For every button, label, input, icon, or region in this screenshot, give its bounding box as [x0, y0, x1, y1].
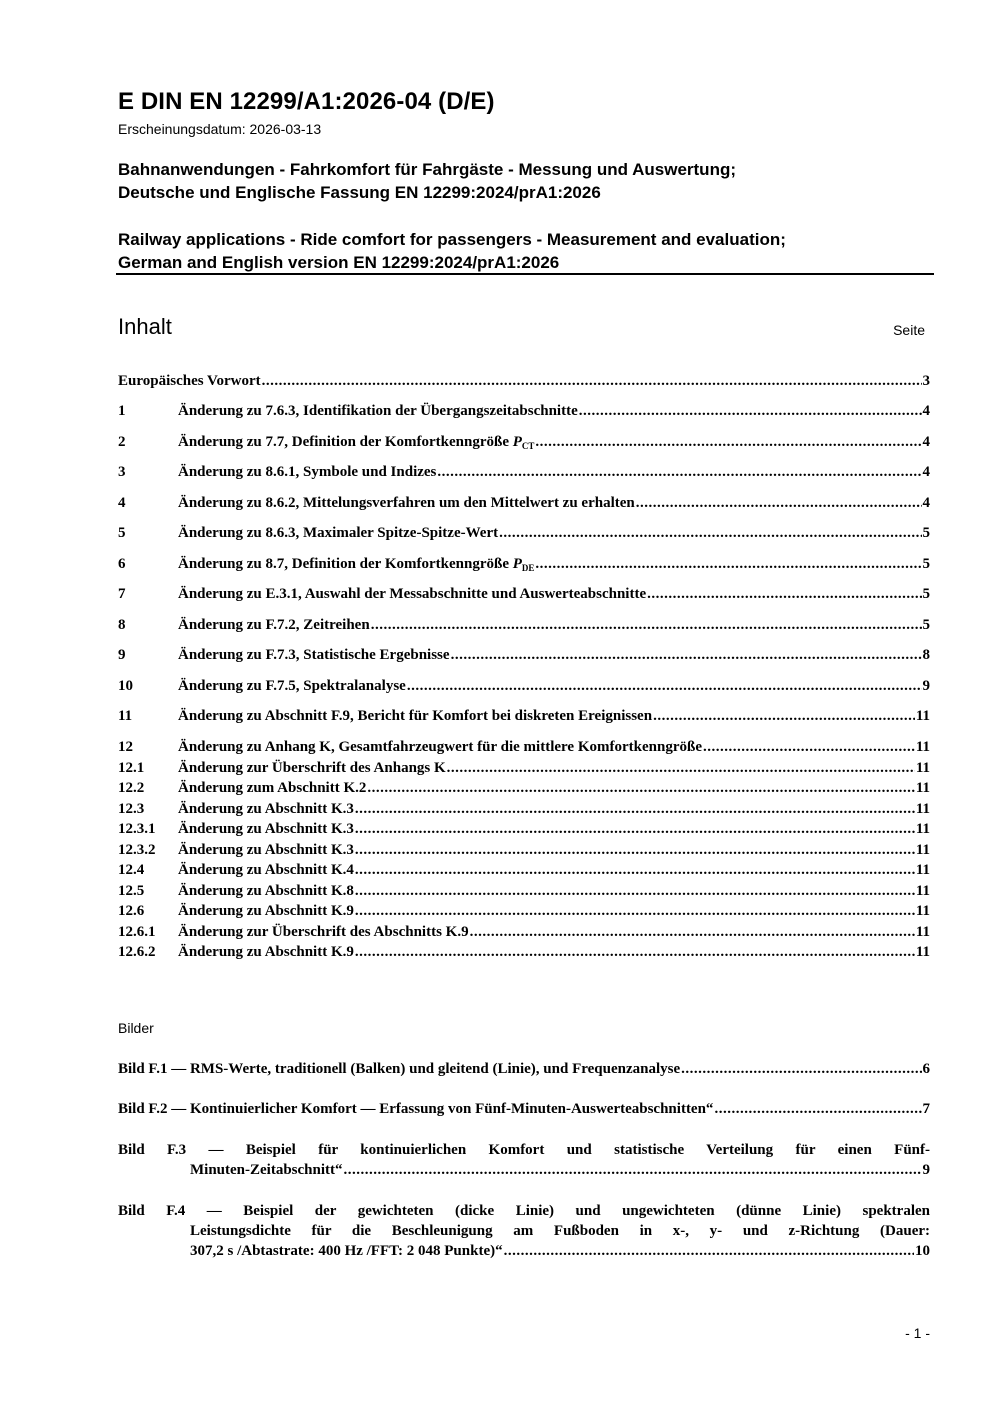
- toc-entry[interactable]: [118, 778, 930, 798]
- toc-entry-title: Änderung zu E.3.1, Auswahl der Messabschnitte und Auswerteabschnitte: [178, 586, 647, 602]
- toc-entry-title: Änderung zu Abschnitt K.8: [178, 883, 354, 899]
- symbol-p: P: [512, 556, 522, 572]
- figure-page: 10: [915, 1243, 930, 1259]
- toc-entry[interactable]: [118, 401, 930, 421]
- title-english-line-1: Railway applications - Ride comfort for passengers - Measurement and evaluation;: [118, 230, 786, 249]
- symbol-p: P: [512, 434, 522, 450]
- toc-entry-title: Änderung zu Abschnitt K.3: [178, 842, 354, 858]
- toc-entry-page: 4: [922, 464, 930, 480]
- toc-entry-page: 8: [922, 647, 930, 663]
- toc-entry-number: 12: [118, 739, 133, 755]
- toc-entry[interactable]: [118, 676, 930, 696]
- toc-leader-dots: [355, 840, 915, 860]
- toc-entry-number: 6: [118, 556, 126, 572]
- toc-entry-page: 4: [922, 403, 930, 419]
- figure-line: Bild F.3 — Beispiel für kontinuierlichen Komfort und statistische Verteilung für einen Fünf-: [118, 1142, 930, 1158]
- symbol-subscript: DE: [521, 563, 535, 573]
- toc-entry-title: Änderung zu 7.6.3, Identifikation der Übergangszeitabschnitte: [178, 403, 578, 419]
- toc-entry-title: Änderung zu F.7.2, Zeitreihen: [178, 617, 370, 633]
- figure-line: [118, 1160, 930, 1180]
- figure-entry-f2[interactable]: [118, 1099, 930, 1119]
- toc-entry-page: 3: [922, 373, 930, 389]
- toc-leader-dots: [681, 1059, 921, 1079]
- toc-entry-page: 11: [915, 924, 930, 940]
- toc-entry-page: 5: [922, 525, 930, 541]
- toc-entry-number: 5: [118, 525, 126, 541]
- toc-entry-title: Änderung zu Anhang K, Gesamtfahrzeugwert für die mittlere Komfortkenngröße: [178, 739, 702, 755]
- toc-entry-page: 11: [915, 780, 930, 796]
- toc-entry-title: Änderung zu 8.6.3, Maximaler Spitze-Spitze-Wert: [178, 525, 499, 541]
- toc-entry-number: 12.5: [118, 883, 145, 899]
- toc-entry-page: 5: [922, 556, 930, 572]
- toc-entry-number: 3: [118, 464, 126, 480]
- toc-leader-dots: [344, 1160, 922, 1180]
- toc-leader-dots: [367, 778, 914, 798]
- toc-entry[interactable]: [118, 922, 930, 942]
- toc-entry-title: Änderung zum Abschnitt K.2: [178, 780, 367, 796]
- toc-entry[interactable]: [118, 584, 930, 604]
- toc-entry-title-text: Änderung zu 7.7, Definition der Komfortkenngröße: [178, 434, 513, 450]
- toc-entry-page: 4: [922, 495, 930, 511]
- toc-leader-dots: [451, 645, 922, 665]
- toc-entry-number: 12.6.2: [118, 944, 156, 960]
- toc-heading: Inhalt: [118, 314, 172, 339]
- toc-leader-dots: [355, 860, 915, 880]
- toc-entry-title: Änderung zu Abschnitt K.3: [178, 821, 354, 837]
- toc-entry-title: Änderung zur Überschrift des Abschnitts K.9: [178, 924, 469, 940]
- toc-entry-page: 11: [915, 801, 930, 817]
- figure-line: [118, 1059, 930, 1079]
- toc-entry[interactable]: [118, 737, 930, 757]
- toc-entry-number: 12.6.1: [118, 924, 156, 940]
- toc-entry-title: Änderung zu 8.6.1, Symbole und Indizes: [178, 464, 437, 480]
- toc-entry[interactable]: [118, 860, 930, 880]
- toc-entry[interactable]: [118, 881, 930, 901]
- publication-date: Erscheinungsdatum: 2026-03-13: [118, 121, 322, 137]
- toc-page-column-label: Seite: [893, 322, 925, 338]
- toc-entry-number: 4: [118, 495, 126, 511]
- toc-entry-number: 1: [118, 403, 126, 419]
- toc-entry-page: 11: [915, 842, 930, 858]
- toc-entry-page: 5: [922, 586, 930, 602]
- toc-leader-dots: [470, 922, 915, 942]
- toc-entry-page: 11: [915, 862, 930, 878]
- toc-entry[interactable]: [118, 371, 930, 391]
- toc-entry-title: [178, 432, 534, 456]
- toc-leader-dots: [714, 1099, 921, 1119]
- figure-page: 9: [922, 1162, 930, 1178]
- page-number: - 1 -: [905, 1325, 930, 1341]
- toc-entry[interactable]: [118, 554, 930, 578]
- title-german-line-1: Bahnanwendungen - Fahrkomfort für Fahrgäste - Messung und Auswertung;: [118, 160, 736, 179]
- title-english-line-2: German and English version EN 12299:2024/prA1:2026: [118, 253, 560, 272]
- figure-title: Bild F.2 — Kontinuierlicher Komfort — Erfassung von Fünf-Minuten-Auswerteabschnitten“: [118, 1101, 714, 1117]
- figure-entry-f3[interactable]: [118, 1140, 930, 1180]
- toc-entry-page: 11: [915, 903, 930, 919]
- toc-entry-page: 11: [915, 944, 930, 960]
- toc-leader-dots: [647, 584, 921, 604]
- toc-entry-number: 12.6: [118, 903, 145, 919]
- toc-entry-title: Änderung zu Abschnitt F.9, Bericht für Komfort bei diskreten Ereignissen: [178, 708, 653, 724]
- figure-entry-f1[interactable]: [118, 1059, 930, 1079]
- toc-entry[interactable]: [118, 758, 930, 778]
- toc-entry-page: 11: [915, 708, 930, 724]
- toc-entry-title: Änderung zu Abschnitt K.3: [178, 801, 354, 817]
- toc-leader-dots: [504, 1241, 914, 1261]
- toc-entry-title: Änderung zu 8.6.2, Mittelungsverfahren um den Mittelwert zu erhalten: [178, 495, 635, 511]
- toc-entry[interactable]: [118, 706, 930, 726]
- toc-entry-page: 9: [922, 678, 930, 694]
- toc-entry-number: 12.4: [118, 862, 145, 878]
- toc-entry-number: 7: [118, 586, 126, 602]
- figure-entry-f4[interactable]: [118, 1201, 930, 1261]
- toc-entry-number: 2: [118, 434, 126, 450]
- figure-line: [118, 1099, 930, 1119]
- figure-line: Leistungsdichte für die Beschleunigung am Fußboden in x-, y- und z-Richtung (Dauer:: [190, 1223, 930, 1239]
- document-id: E DIN EN 12299/A1:2026-04 (D/E): [118, 88, 495, 115]
- toc-entry-number: 12.3.2: [118, 842, 156, 858]
- figure-title: Minuten-Zeitabschnitt“: [190, 1162, 343, 1178]
- toc-leader-dots: [535, 432, 921, 452]
- title-german: [118, 158, 736, 204]
- toc-entry[interactable]: [118, 942, 930, 962]
- title-english: [118, 228, 786, 274]
- toc-entry-number: 12.1: [118, 760, 145, 776]
- toc-entry-title: Änderung zu Abschnitt K.9: [178, 903, 354, 919]
- toc-entry-number: 12.3.1: [118, 821, 156, 837]
- toc-leader-dots: [355, 942, 915, 962]
- toc-entry[interactable]: [118, 645, 930, 665]
- toc-entry-number: 12.3: [118, 801, 145, 817]
- toc-leader-dots: [371, 615, 922, 635]
- figures-heading: Bilder: [118, 1020, 154, 1036]
- toc-entry[interactable]: [118, 432, 930, 456]
- toc-entry-page: 11: [915, 739, 930, 755]
- toc-entry-number: 10: [118, 678, 133, 694]
- toc-leader-dots: [437, 462, 921, 482]
- header-divider: [116, 273, 934, 275]
- toc-entry[interactable]: [118, 493, 930, 513]
- toc-entry[interactable]: [118, 819, 930, 839]
- toc-leader-dots: [579, 401, 922, 421]
- toc-entry-page: 11: [915, 821, 930, 837]
- figure-line: [118, 1241, 930, 1261]
- toc-leader-dots: [499, 523, 921, 543]
- toc-entry[interactable]: [118, 615, 930, 635]
- toc-leader-dots: [407, 676, 922, 696]
- toc-leader-dots: [447, 758, 915, 778]
- figure-line: Bild F.4 — Beispiel der gewichteten (dicke Linie) und ungewichteten (dünne Linie) spektralen: [118, 1203, 930, 1219]
- figure-title: 307,2 s /Abtastrate: 400 Hz /FFT: 2 048 Punkte)“: [190, 1243, 503, 1259]
- toc-leader-dots: [355, 881, 915, 901]
- toc-entry[interactable]: [118, 901, 930, 921]
- toc-entry-title: Änderung zur Überschrift des Anhangs K: [178, 760, 446, 776]
- toc-entry-number: 8: [118, 617, 126, 633]
- toc-entry-title: Änderung zu F.7.5, Spektralanalyse: [178, 678, 406, 694]
- toc-entry-title: Änderung zu F.7.3, Statistische Ergebnisse: [178, 647, 450, 663]
- toc-entry-title-text: Änderung zu 8.7, Definition der Komfortkenngröße: [178, 556, 513, 572]
- toc-entry[interactable]: [118, 462, 930, 482]
- toc-entry-title: [178, 554, 534, 578]
- title-german-line-2: Deutsche und Englische Fassung EN 12299:2024/prA1:2026: [118, 183, 601, 202]
- toc-entry[interactable]: [118, 523, 930, 543]
- toc-entry-number: 9: [118, 647, 126, 663]
- toc-leader-dots: [535, 554, 921, 574]
- toc-leader-dots: [355, 799, 915, 819]
- figure-page: 6: [922, 1061, 930, 1077]
- figure-title: Bild F.1 — RMS-Werte, traditionell (Balken) und gleitend (Linie), und Frequenzanalyse: [118, 1061, 681, 1077]
- symbol-subscript: CT: [521, 441, 535, 451]
- toc-entry[interactable]: [118, 799, 930, 819]
- toc-entry-title: Europäisches Vorwort: [118, 373, 261, 389]
- toc-entry-title: Änderung zu Abschnitt K.4: [178, 862, 354, 878]
- figure-page: 7: [922, 1101, 930, 1117]
- toc-entry-page: 5: [922, 617, 930, 633]
- toc-entry-title: Änderung zu Abschnitt K.9: [178, 944, 354, 960]
- toc-entry-number: 12.2: [118, 780, 145, 796]
- toc-entry[interactable]: [118, 840, 930, 860]
- toc-entry-page: 11: [915, 883, 930, 899]
- toc-leader-dots: [653, 706, 915, 726]
- toc-leader-dots: [262, 371, 922, 391]
- toc-entry-number: 11: [118, 708, 133, 724]
- toc-entry-page: 4: [922, 434, 930, 450]
- toc-leader-dots: [703, 737, 915, 757]
- toc-entry-page: 11: [915, 760, 930, 776]
- toc-leader-dots: [355, 901, 915, 921]
- toc-leader-dots: [636, 493, 922, 513]
- toc-leader-dots: [355, 819, 915, 839]
